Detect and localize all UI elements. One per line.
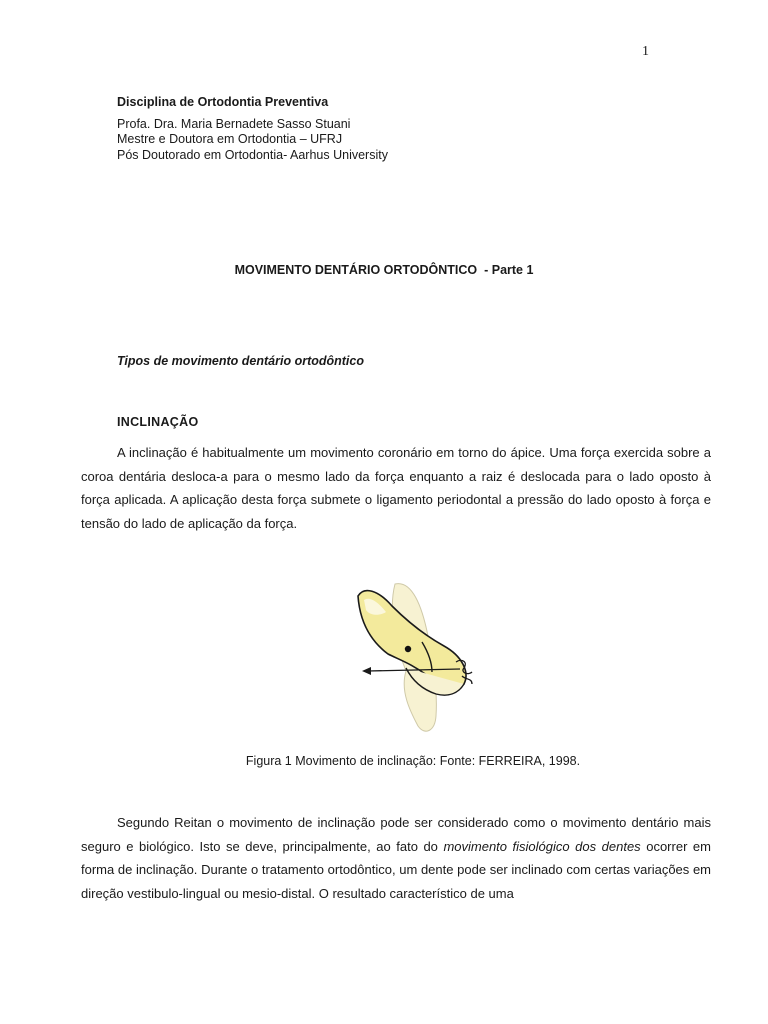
paragraph-emphasis: movimento fisiológico dos dentes (443, 838, 641, 854)
rotation-center-dot (405, 646, 411, 652)
section-heading: INCLINAÇÃO (117, 415, 199, 429)
paragraph-text-continued: ocorrer em forma de inclinação. Durante o tratamento ortodôntico, um dente pode ser inclinado com certas variações em direção vestibulo-lingual ou mesio-distal. O resultado característico de uma (81, 838, 711, 901)
paragraph-reitan (81, 811, 711, 905)
tooth-inclination-figure (340, 576, 485, 736)
page-number: 1 (642, 44, 649, 59)
paragraph-inclination: A inclinação é habitualmente um movimento coronário em torno do ápice. Uma força exercida sobre a coroa dentária desloca-a para o mesmo lado da força enquanto a raiz é deslocada para o lado oposto à força aplicada. A aplicação desta força submete o ligamento periodontal a pressão do lado oposto à força e tensão do lado de aplicação da força. (81, 445, 711, 531)
figure-caption: Figura 1 Movimento de inclinação: Fonte: FERREIRA, 1998. (245, 754, 581, 768)
document-header (117, 95, 388, 163)
postdoc-line: Pós Doutorado em Ortodontia- Aarhus University (117, 147, 388, 162)
author-line: Profa. Dra. Maria Bernadete Sasso Stuani (117, 116, 351, 131)
paragraph-text: Segundo Reitan o movimento de inclinação pode ser considerado como o movimento dentário mais seguro e biológico. Isto se deve, principalmente, ao fato do (81, 815, 711, 854)
section-subtitle: Tipos de movimento dentário ortodôntico (117, 354, 364, 368)
tooth-inclination-illustration (340, 576, 485, 736)
discipline-name: Disciplina de Ortodontia Preventiva (117, 95, 329, 109)
degree-line: Mestre e Doutora em Ortodontia – UFRJ (117, 132, 343, 146)
force-arrow-head (362, 667, 371, 675)
document-title: MOVIMENTO DENTÁRIO ORTODÔNTICO - Parte 1 (234, 263, 534, 277)
